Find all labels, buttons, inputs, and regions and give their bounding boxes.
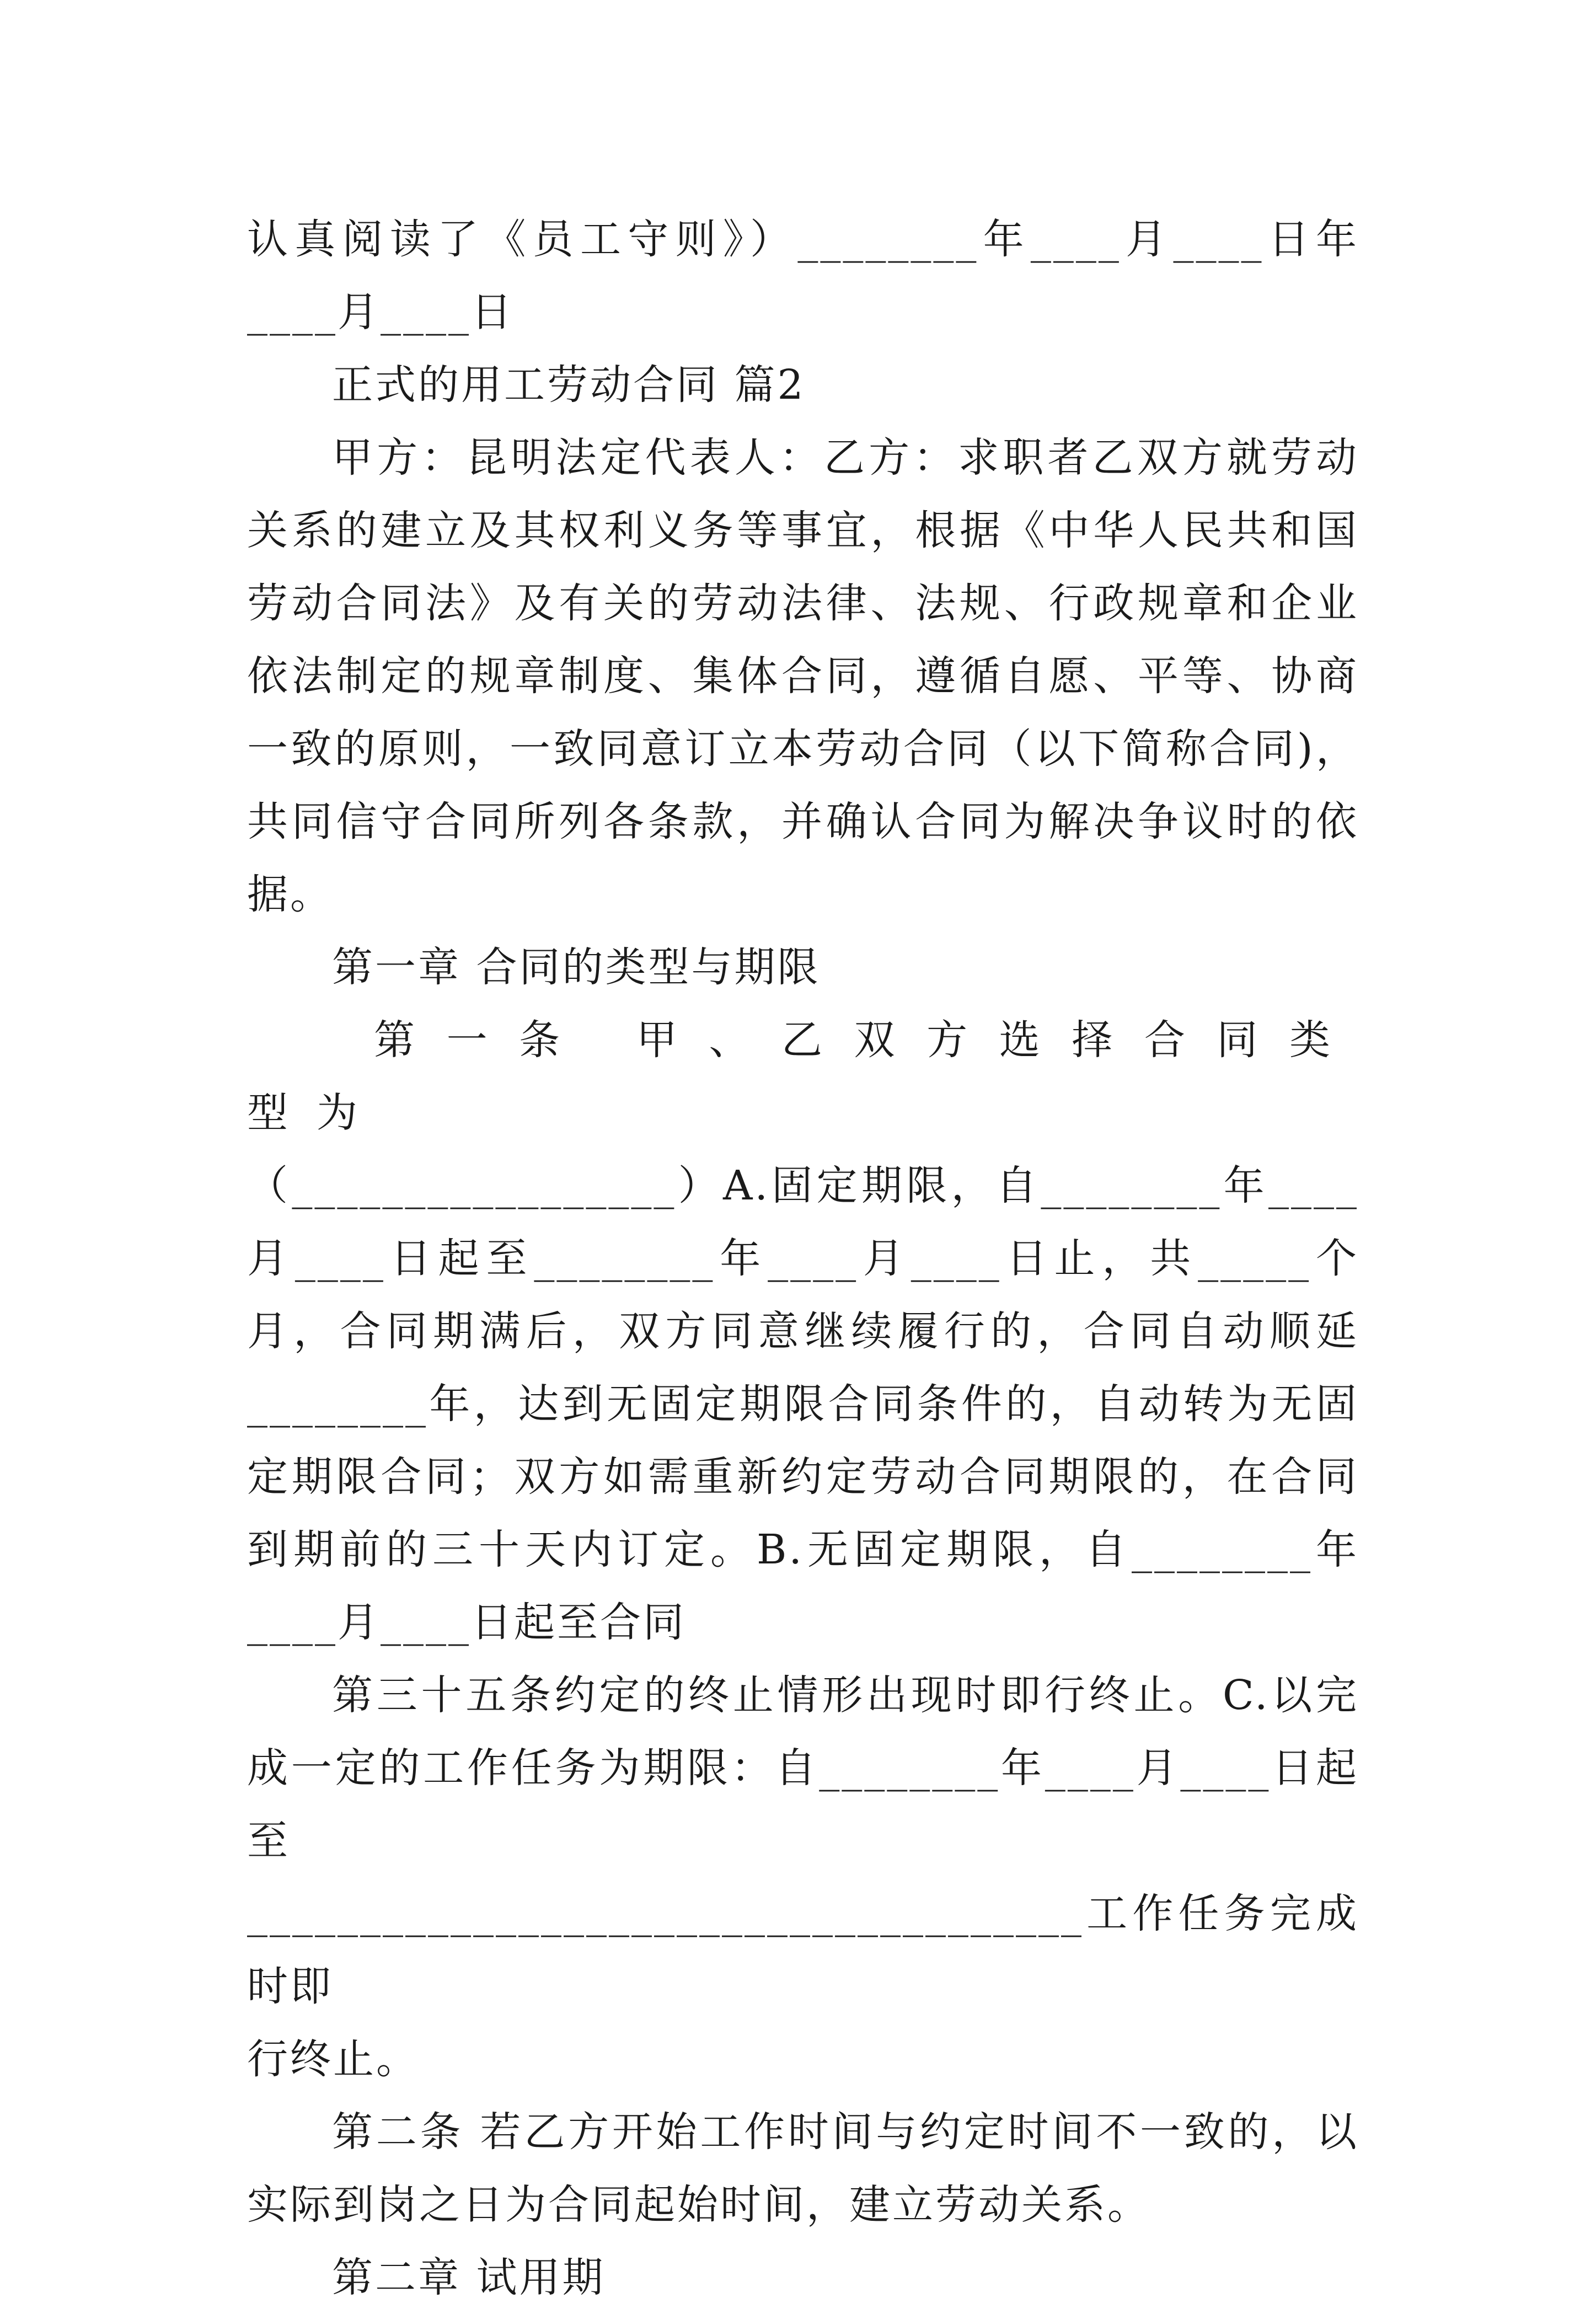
paragraph-contract-types: （_________________）A.固定期限，自________年____月____日起至________年____月____日止，共_____个月，合同期满后，双方同意继续履行的，合同自动顺延________年，达到无固定期限合同条件的，自动转为无固定期限合同；双方如需重新约定劳动合同期限的，在合同到期前的三十天内订定。B.无固定期限，自________年____月____日起至合同 <box>247 1162 1359 1646</box>
paragraph-contract-preamble: 甲方：昆明法定代表人：乙方：求职者乙双方就劳动关系的建立及其权利义务等事宜，根据《中华人民共和国劳动合同法》及有关的劳动法律、法规、行政规章和企业依法制定的规章制度、集体合同，遵循自愿、平等、协商一致的原则，一致同意订立本劳动合同（以下简称合同)，共同信守合同所列各条款，并确认合同为解决争议时的依据。 <box>247 434 1359 918</box>
paragraph-signature-dates: 认真阅读了《员工守则》）________年____月____日年____月____日 <box>247 216 1359 336</box>
section-heading-article-2: 正式的用工劳动合同 篇2 <box>332 361 806 409</box>
document-body <box>247 203 1359 2314</box>
paragraph-termination-clause: 第三十五条约定的终止情形出现时即行终止。C.以完成一定的工作任务为期限：自________年____月____日起至 <box>247 1672 1359 1865</box>
chapter-heading-2: 第二章 试用期 <box>332 2254 606 2301</box>
paragraph-termination-end: 行终止。 <box>247 2036 419 2083</box>
clause-2: 第二条 若乙方开始工作时间与约定时间不一致的，以实际到岗之日为合同起始时间，建立劳动关系。 <box>247 2108 1359 2229</box>
clause-1-heading: 第一条 甲、乙双方选择合同类型为 <box>247 1016 1359 1137</box>
paragraph-task-completion: _____________________________________工作任务完成时即 <box>247 1890 1359 2010</box>
chapter-heading-1: 第一章 合同的类型与期限 <box>332 944 821 991</box>
